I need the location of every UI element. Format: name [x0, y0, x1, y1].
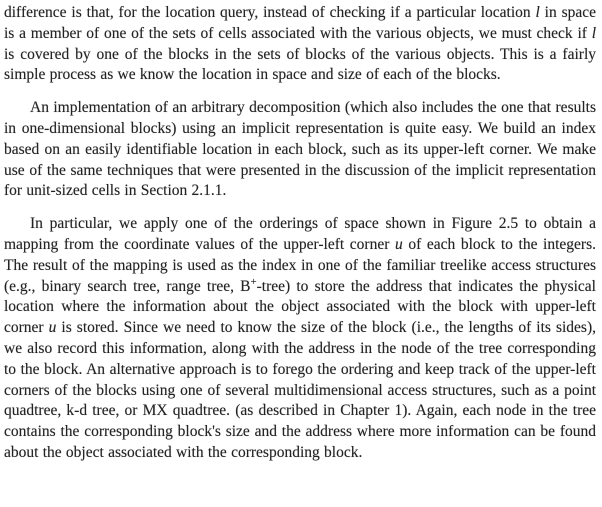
- paragraph: [4, 3, 596, 86]
- text-run: In particular, we apply one of the orderings of space shown in Figure 2.5 to obtain a mapping from the coordinate values of the upper-left corner: [4, 215, 596, 253]
- text-run: is stored. Since we need to know the size of the block (i.e., the lengths of its sides), we also record this information, along with the address in the node of the tree corresponding to the block. An alternative approach is to forego the ordering and keep track of the upper-left corners of the blocks using one of several multidimensional access structures, such as a point quadtree, k-d tree, or MX quadtree. (as described in Chapter 1). Again, each node in the tree contains the corresponding block's size and the address where more information can be found about the object associated with the corresponding block.: [4, 319, 597, 461]
- text-run: -tree) to store the address that indicates the physical location where the information about the object associated with the block with upper-left corner: [4, 277, 596, 337]
- text-run: of each block to the integers. The result of the mapping is used as the index in one of the familiar treelike access structures (e.g., binary search tree, range tree, B: [4, 235, 596, 295]
- text-run: in space is a member of one of the sets of cells associated with the various objects, we must check if: [4, 4, 597, 42]
- superscript: +: [250, 275, 257, 288]
- text-block: [4, 3, 596, 464]
- text-run: is covered by one of the blocks in the sets of blocks of the various objects. This is a fairly simple process as we know the location in space and size of each of the blocks.: [4, 45, 596, 84]
- text-run: An implementation of an arbitrary decomposition (which also includes the one that results in one-dimensional blocks) using an implicit representation is quite easy. We build an index based on an easily identifiable location in each block, such as its upper-left corner. We make use of the same techniques that were presented in the discussion of the implicit representation for unit-sized cells in Section 2.1.1.: [4, 99, 596, 200]
- paragraph: [4, 98, 596, 202]
- text-run: difference is that, for the location query, instead of checking if a particular location: [4, 4, 536, 21]
- italic-variable: l: [535, 4, 540, 21]
- italic-variable: u: [48, 319, 57, 337]
- paragraph: [4, 214, 596, 464]
- italic-variable: u: [394, 235, 403, 253]
- italic-variable: l: [591, 24, 596, 42]
